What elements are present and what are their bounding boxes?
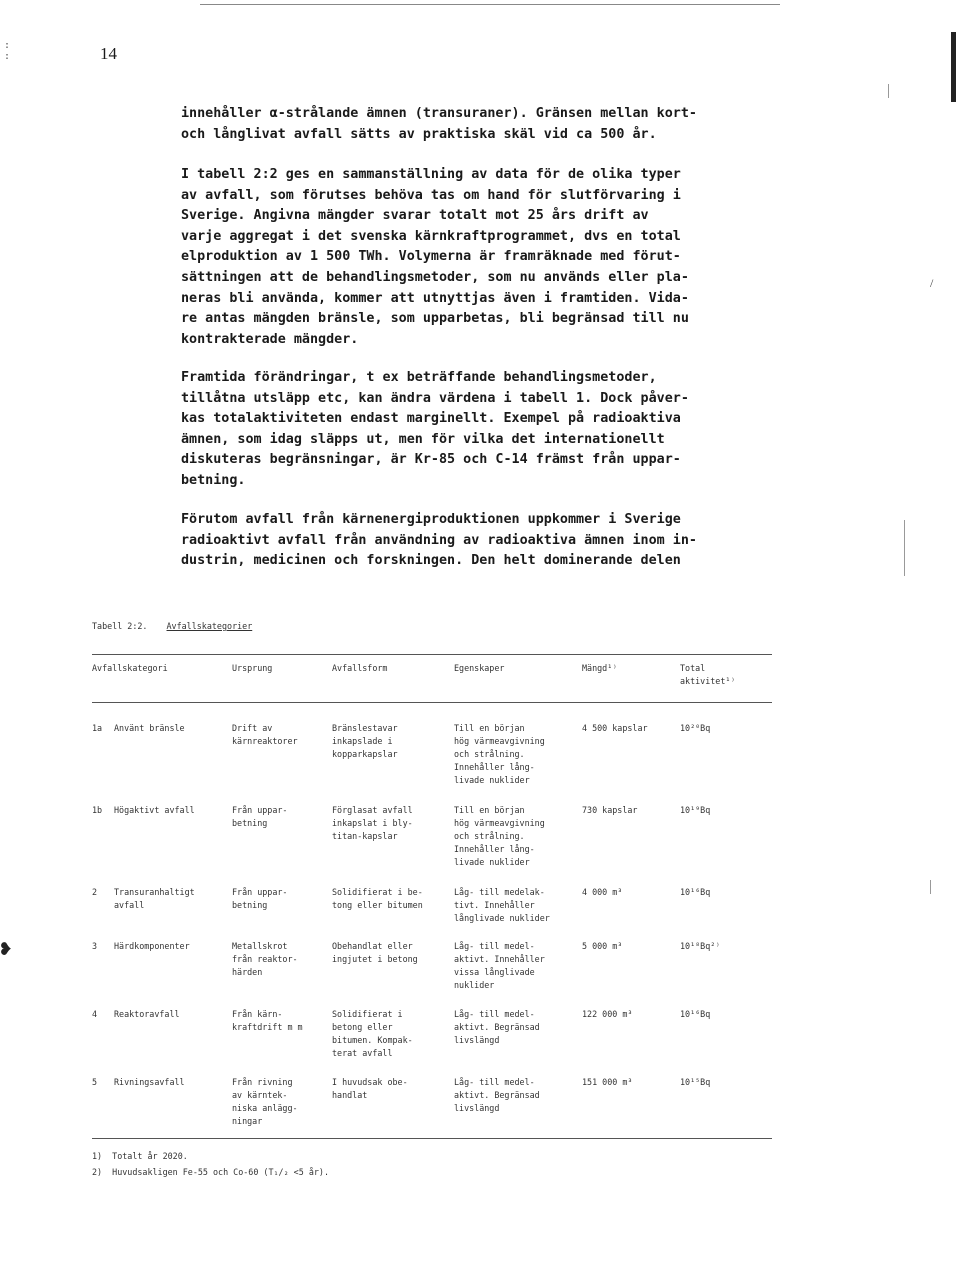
cell-avfallsform: Solidifierat i betong eller bitumen. Kompak- terat avfall (332, 1009, 413, 1058)
cell-avfallsform: Solidifierat i be- tong eller bitumen (332, 887, 423, 910)
cell-ursprung: Drift av kärnreaktorer (232, 723, 298, 746)
margin-tick (904, 520, 905, 576)
paragraph: innehåller α-strålande ämnen (transuraner). Gränsen mellan kort- och långlivat avfall sätts av praktiska skäl vid ca 500 år. (181, 106, 697, 142)
cell-aktivitet: 10¹⁵Bq (680, 1077, 711, 1087)
row-id: 1a (92, 723, 103, 733)
footnote: 1) Totalt år 2020. (92, 1151, 188, 1161)
table-rule (92, 1138, 772, 1139)
scan-top-edge (200, 4, 780, 5)
cell-aktivitet: 10¹⁹Bq (680, 805, 711, 815)
cell-avfallsform: I huvudsak obe- handlat (332, 1077, 408, 1100)
paragraph: Förutom avfall från kärnenergiproduktionen uppkommer i Sverige radioaktivt avfall från användning av radioaktiva ämnen inom in- dustrin, medicinen och forskningen. Den helt dominerande delen (181, 512, 697, 569)
cell-ursprung: Från uppar- betning (232, 887, 288, 910)
margin-mark: / (930, 276, 934, 290)
paragraph: Framtida förändringar, t ex beträffande behandlingsmetoder, tillåtna utsläpp etc, kan ändra värdena i tabell 1. Dock påver- kas totalaktiviteten endast marginellt. Exempel på radioaktiva ämnen, som idag släpps ut, men för vilka det internationellt diskuteras begränsningar, är Kr-85 och C-14 främst från uppar- betning. (181, 370, 689, 488)
cell-kategori: Använt bränsle (114, 723, 185, 733)
cell-avfallsform: Bränslestavar inkapslade i kopparkapslar (332, 723, 398, 759)
cell-egenskaper: Låg- till medelak- tivt. Innehåller långlivade nuklider (454, 887, 550, 923)
cell-avfallsform: Obehandlat eller ingjutet i betong (332, 941, 418, 964)
cell-egenskaper: Till en början hög värmeavgivning och strålning. Innehåller lång- livade nuklider (454, 723, 545, 785)
table-caption-label: Tabell 2:2. (92, 621, 148, 631)
footnotes (92, 1148, 329, 1180)
paragraph: I tabell 2:2 ges en sammanställning av data för de olika typer av avfall, som förutses behöva tas om hand för slutförvaring i Sverige. Angivna mängder svarar totalt mot 25 års drift av varje aggregat i det svenska kärnkraftprogrammet, dvs en total elproduktion av 1 500 TWh. Volymerna är framräknade med förut- sättningen att de behandlingsmetoder, som nu används eller pla- neras bli använda, kommer att utnyttjas även i framtiden. Vida- re antas mängden bränsle, som upparbetas, bli begränsad till nu kontrakterade mängder. (181, 167, 689, 347)
body-text (181, 104, 763, 166)
cell-kategori: Rivningsavfall (114, 1077, 185, 1087)
table-header-row (92, 662, 772, 692)
header-mangd: Mängd¹⁾ (582, 663, 618, 673)
scan-edge-mark (951, 32, 956, 102)
body-text (181, 510, 763, 592)
row-id: 2 (92, 887, 98, 897)
page-number: 14 (100, 44, 117, 63)
header-ursprung: Ursprung (232, 663, 273, 673)
cell-kategori: Härdkomponenter (114, 941, 190, 951)
header-avfallsform: Avfallsform (332, 663, 388, 673)
cell-egenskaper: Låg- till medel- aktivt. Innehåller vissa långlivade nuklider (454, 941, 545, 990)
header-kategori: Avfallskategori (92, 663, 168, 673)
cell-mangd: 4 000 m³ (582, 887, 623, 897)
table-caption (92, 620, 252, 633)
row-id: 5 (92, 1077, 98, 1087)
margin-tick (930, 880, 931, 894)
cell-mangd: 4 500 kapslar (582, 723, 648, 733)
table-caption-title: Avfallskategorier (166, 621, 253, 631)
row-id: 1b (92, 805, 103, 815)
row-id: 4 (92, 1009, 98, 1019)
cell-mangd: 122 000 m³ (582, 1009, 633, 1019)
cell-aktivitet: 10¹⁸Bq²⁾ (680, 941, 721, 951)
cell-ursprung: Från uppar- betning (232, 805, 288, 828)
cell-mangd: 730 kapslar (582, 805, 638, 815)
cell-avfallsform: Förglasat avfall inkapslat i bly- titan-kapslar (332, 805, 413, 841)
cell-aktivitet: 10²⁰Bq (680, 723, 711, 733)
footnote: 2) Huvudsakligen Fe-55 och Co-60 (T₁/₂ <5 år). (92, 1167, 329, 1177)
cell-mangd: 151 000 m³ (582, 1077, 633, 1087)
table-rule (92, 654, 772, 655)
body-text (181, 165, 763, 371)
cell-kategori: Högaktivt avfall (114, 805, 195, 815)
cell-egenskaper: Låg- till medel- aktivt. Begränsad livslängd (454, 1009, 540, 1045)
row-id: 3 (92, 941, 98, 951)
cell-kategori: Reaktoravfall (114, 1009, 180, 1019)
header-egenskaper: Egenskaper (454, 663, 505, 673)
cell-egenskaper: Låg- till medel- aktivt. Begränsad livslängd (454, 1077, 540, 1113)
cell-mangd: 5 000 m³ (582, 941, 623, 951)
cell-egenskaper: Till en början hög värmeavgivning och strålning. Innehåller lång- livade nuklider (454, 805, 545, 867)
scan-left-mark: : : (4, 40, 11, 62)
cell-ursprung: Från rivning av kärntek- niska anlägg- ningar (232, 1077, 298, 1126)
cell-aktivitet: 10¹⁶Bq (680, 1009, 711, 1019)
scan-blot: ❥ (0, 936, 13, 960)
cell-ursprung: Från kärn- kraftdrift m m (232, 1009, 303, 1032)
margin-tick (888, 84, 889, 98)
cell-aktivitet: 10¹⁶Bq (680, 887, 711, 897)
header-aktivitet: Total aktivitet¹⁾ (680, 663, 736, 686)
table-rule (92, 702, 772, 703)
cell-kategori: Transuranhaltigt avfall (114, 887, 195, 910)
body-text (181, 368, 763, 512)
cell-ursprung: Metallskrot från reaktor- härden (232, 941, 298, 977)
